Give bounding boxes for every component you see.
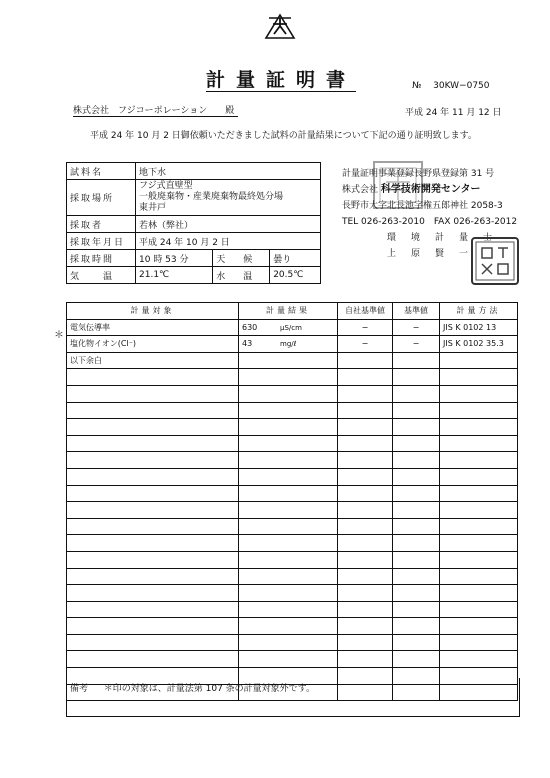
empty-cell [67,419,239,436]
empty-cell [67,618,239,635]
personal-seal-icon [470,236,520,286]
sample-location-line: 東井戸 [139,203,167,213]
empty-cell [393,568,440,585]
empty-cell [239,585,338,602]
client-name: 株式会社 フジコーポレーション 殿 [73,103,238,117]
result-own-standard: − [338,336,393,353]
sample-row [67,163,321,180]
table-row [67,369,518,386]
table-row [67,585,518,602]
sample-row [67,180,321,216]
empty-cell [393,535,440,552]
issue-date: 平成 24 年 11 月 12 日 [405,108,502,118]
empty-cell [338,402,393,419]
certificate-number-value: 30KW−0750 [433,81,490,91]
empty-cell [338,419,393,436]
result-number: 43 [242,339,253,349]
empty-cell [239,485,338,502]
empty-cell [67,502,239,519]
table-row [67,618,518,635]
result-own-standard [338,352,393,369]
certificate-number [412,81,490,91]
result-standard: − [393,336,440,353]
table-row [67,452,518,469]
issuer-registration: 計量証明事業登録長野県登録第 31 号 [342,169,495,179]
empty-cell [338,485,393,502]
empty-cell [440,568,518,585]
empty-cell [440,369,518,386]
empty-cell [67,385,239,402]
empty-cell [393,585,440,602]
empty-cell [338,369,393,386]
empty-cell [393,601,440,618]
empty-cell [440,601,518,618]
empty-cell [338,518,393,535]
table-row [67,319,518,336]
sample-label: 試料名 [67,163,136,180]
table-row [67,551,518,568]
empty-cell [338,435,393,452]
empty-cell [338,618,393,635]
sample-value: 曇り [270,250,321,267]
empty-cell [239,568,338,585]
empty-cell [67,585,239,602]
empty-cell [393,634,440,651]
sample-location-line: フジ式直壁型 [139,181,193,191]
column-header: 基準値 [393,303,440,320]
result-value [239,319,338,336]
issuer-tel-fax: TEL 026-263-2010 FAX 026-263-2012 [342,217,518,227]
column-header: 自社基準値 [338,303,393,320]
empty-cell [67,402,239,419]
empty-cell [338,585,393,602]
empty-cell [239,369,338,386]
empty-cell [67,369,239,386]
empty-cell [440,485,518,502]
empty-cell [338,651,393,668]
empty-cell [239,402,338,419]
empty-cell [239,435,338,452]
empty-cell [338,568,393,585]
issuer-address: 長野市大字北長池字権五郎神社 2058-3 [342,201,503,211]
empty-cell [440,651,518,668]
empty-cell [338,551,393,568]
empty-cell [338,502,393,519]
table-row [67,352,518,369]
sample-label: 採取者 [67,216,136,233]
empty-cell [393,518,440,535]
sample-label: 水 温 [213,267,270,284]
empty-cell [440,535,518,552]
empty-cell [67,535,239,552]
sample-location [136,180,321,216]
empty-cell [239,601,338,618]
column-header: 計量結果 [239,303,338,320]
empty-cell [239,551,338,568]
empty-cell [440,435,518,452]
result-item: 以下余白 [67,352,239,369]
empty-cell [393,452,440,469]
empty-cell [440,452,518,469]
sample-label: 天 候 [213,250,270,267]
column-header: 計量方法 [440,303,518,320]
table-row [67,435,518,452]
sample-location-line: 一般廃棄物・産業廃棄物最終処分場 [139,192,284,202]
sample-label: 採取年月日 [67,233,136,250]
issuer-company: 科学技術開発センター [380,184,481,195]
empty-cell [239,419,338,436]
sample-label: 採取場所 [67,180,136,216]
table-row [67,419,518,436]
empty-cell [67,452,239,469]
empty-cell [440,402,518,419]
remarks-label: 備考 [70,684,89,694]
empty-cell [440,385,518,402]
empty-cell [338,535,393,552]
empty-cell [67,435,239,452]
empty-cell [393,502,440,519]
result-method [440,352,518,369]
sample-row [67,250,321,267]
empty-cell [239,452,338,469]
empty-cell [338,634,393,651]
sample-row [67,233,321,250]
sample-label: 気 温 [67,267,136,284]
table-row [67,601,518,618]
sample-label: 採取時間 [67,250,136,267]
result-own-standard: − [338,319,393,336]
empty-cell [239,385,338,402]
result-value [239,352,338,369]
result-item: 電気伝導率 [67,319,239,336]
intro-text: 平成 24 年 10 月 2 日御依頼いただきました試料の計量結果について下記の通り証明致します。 [90,131,477,141]
empty-cell [393,419,440,436]
table-row [67,385,518,402]
empty-cell [393,618,440,635]
asterisk-mark: ＊ [54,330,64,341]
empty-cell [239,518,338,535]
empty-cell [239,468,338,485]
result-item: 塩化物イオン(Cl⁻) [67,336,239,353]
empty-cell [338,452,393,469]
empty-cell [239,535,338,552]
sample-value: 地下水 [136,163,321,180]
empty-cell [440,585,518,602]
table-row [67,568,518,585]
empty-cell [239,634,338,651]
sample-value: 若林（弊社） [136,216,321,233]
table-row [67,336,518,353]
empty-cell [393,551,440,568]
empty-cell [440,634,518,651]
result-method: JIS K 0102 13 [440,319,518,336]
empty-cell [440,551,518,568]
column-header: 計量対象 [67,303,239,320]
results-table [66,302,518,701]
empty-cell [67,518,239,535]
table-row [67,634,518,651]
sample-value: 平成 24 年 10 月 2 日 [136,233,321,250]
issuer-company-line [342,182,517,198]
empty-cell [239,651,338,668]
empty-cell [393,651,440,668]
empty-cell [67,468,239,485]
empty-cell [338,601,393,618]
sample-value: 21.1℃ [136,267,213,284]
empty-cell [440,618,518,635]
certificate-number-label: № [412,81,422,91]
empty-cell [239,618,338,635]
empty-cell [67,634,239,651]
table-row [67,535,518,552]
result-standard: − [393,319,440,336]
result-number: 630 [242,322,258,332]
empty-cell [393,402,440,419]
result-unit: mg/ℓ [280,340,297,349]
result-method: JIS K 0102 35.3 [440,336,518,353]
sample-row [67,267,321,284]
result-unit: μS/cm [280,323,302,332]
empty-cell [393,485,440,502]
company-logo-icon [263,12,297,42]
sample-value: 10 時 53 分 [136,250,213,267]
sample-row [67,216,321,233]
result-value [239,336,338,353]
empty-cell [393,385,440,402]
empty-cell [393,369,440,386]
empty-cell [440,419,518,436]
remarks-box [66,678,520,717]
table-row [67,468,518,485]
table-row [67,502,518,519]
table-row [67,485,518,502]
table-row [67,402,518,419]
empty-cell [67,551,239,568]
empty-cell [338,385,393,402]
empty-cell [67,568,239,585]
issuer-name: 上 原 賢 一 [387,249,472,259]
results-header-row [67,303,518,320]
empty-cell [440,518,518,535]
sample-info-table [66,162,321,284]
issuer-position: 環 境 計 量 士 [387,233,496,243]
table-row [67,518,518,535]
empty-cell [67,485,239,502]
empty-cell [393,468,440,485]
empty-cell [67,601,239,618]
result-standard [393,352,440,369]
empty-cell [338,468,393,485]
remarks-text: ＊印の対象は、計量法第 107 条の計量対象外です。 [103,684,315,694]
empty-cell [440,468,518,485]
empty-cell [239,502,338,519]
issuer-company-prefix: 株式会社 [342,185,381,195]
table-row [67,651,518,668]
empty-cell [393,435,440,452]
empty-cell [67,651,239,668]
sample-value: 20.5℃ [270,267,321,284]
page-title: 計量証明書 [206,69,357,91]
empty-cell [440,502,518,519]
